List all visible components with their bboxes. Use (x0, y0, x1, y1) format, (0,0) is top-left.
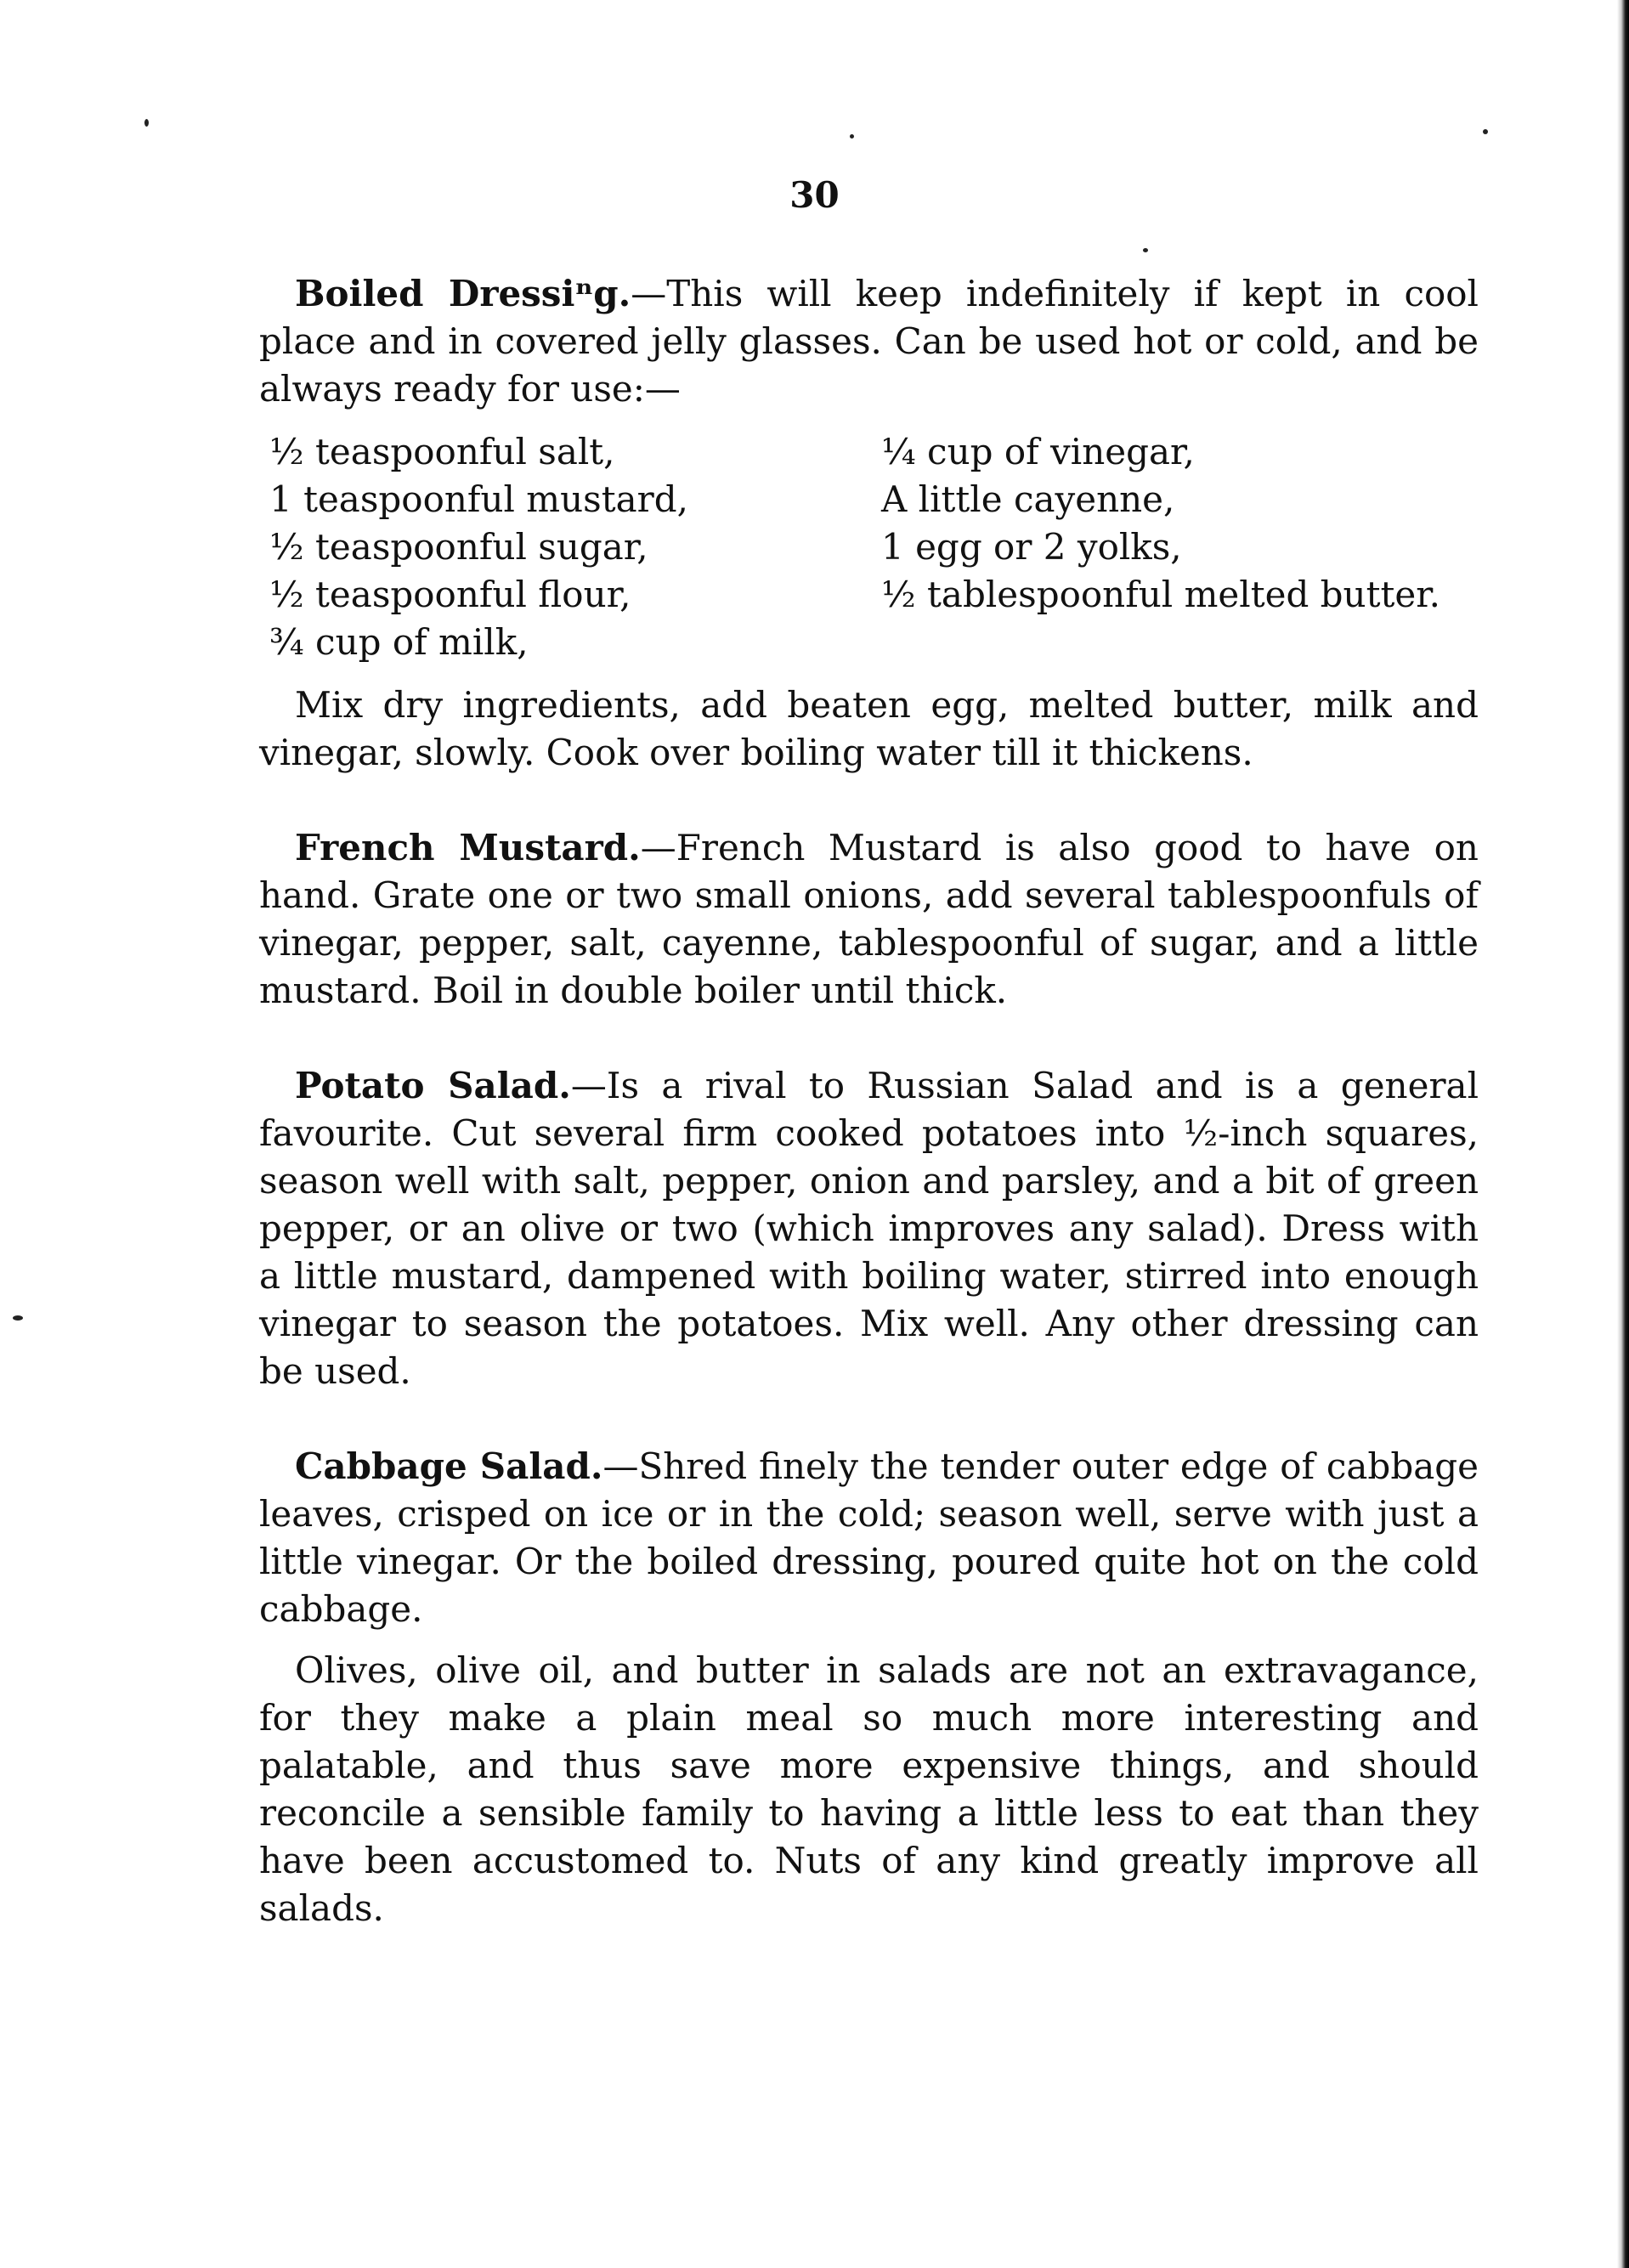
ingredient-item: ½ teaspoonful flour, (269, 574, 631, 615)
potato-salad-paragraph (259, 1062, 1479, 1395)
page-edge-shadow (1617, 0, 1629, 2268)
boiled-dressing-method: Mix dry ingredients, add beaten egg, melted butter, milk and vinegar, slowly. Cook over boiling water till it thickens. (259, 684, 1479, 773)
closing-paragraph: Olives, olive oil, and butter in salads are not an extravagance, for they make a plain meal so much more interesting and palatable, and thus save more expensive things, and should reconcile a sensible family to having a little less to eat than they have been accustomed to. Nuts of any kind greatly improve all salads. (259, 1649, 1479, 1929)
boiled-dressing-intro: —This will keep indefinitely if kept in cool place and in covered jelly glasses. Can be used hot or cold, and be always ready for use:— (259, 273, 1479, 410)
scan-speck (850, 134, 854, 139)
scan-speck (13, 1315, 23, 1321)
boiled-dressing-heading: Boiled Dressiⁿg. (295, 273, 631, 314)
section-gap (259, 777, 1479, 824)
scan-speck (144, 119, 149, 127)
page-text (259, 270, 1479, 1932)
cabbage-salad-body: —Shred finely the tender outer edge of cabbage leaves, crisped on ice or in the cold; season well, serve with just a little vinegar. Or the boiled dressing, poured quite hot on the cold cabbage. (259, 1445, 1479, 1630)
paragraph-gap (259, 1633, 1479, 1647)
ingredient-item: 1 egg or 2 yolks, (881, 526, 1182, 568)
ingredient-column-left (269, 428, 881, 666)
potato-salad-heading: Potato Salad. (295, 1065, 571, 1106)
ingredient-item: ¼ cup of vinegar, (881, 431, 1195, 472)
section-gap (259, 1015, 1479, 1062)
section-gap (259, 1395, 1479, 1443)
ingredient-item: ½ teaspoonful salt, (269, 431, 615, 472)
french-mustard-paragraph (259, 824, 1479, 1015)
ingredient-item: 1 teaspoonful mustard, (269, 478, 688, 520)
cabbage-salad-heading: Cabbage Salad. (295, 1445, 603, 1487)
ingredient-item: A little cayenne, (881, 478, 1175, 520)
ingredient-column-right (881, 428, 1440, 666)
potato-salad-body: —Is a rival to Russian Salad and is a general favourite. Cut several firm cooked potatoes into ½-inch squares, season well with salt, pepper, onion and parsley, and a bit of green pepper, or an olive or two (which improves any salad). Dress with a little mustard, dampened with boiling water, stirred into enough vinegar to season the potatoes. Mix well. Any other dressing can be used. (259, 1065, 1479, 1392)
ingredient-item: ¾ cup of milk, (269, 621, 529, 663)
page-number: 30 (789, 174, 840, 216)
french-mustard-body: —French Mustard is also good to have on hand. Grate one or two small onions, add several tablespoonfuls of vinegar, pepper, salt, cayenne, tablespoonful of sugar, and a little mustard. Boil in double boiler until thick. (259, 827, 1479, 1011)
scan-speck (1483, 129, 1488, 134)
french-mustard-heading: French Mustard. (295, 827, 641, 868)
cabbage-salad-paragraph (259, 1443, 1479, 1633)
boiled-dressing-paragraph (259, 270, 1479, 413)
ingredient-item: ½ tablespoonful melted butter. (881, 574, 1441, 615)
scan-speck (1143, 248, 1148, 252)
ingredient-list (269, 428, 1479, 666)
ingredient-item: ½ teaspoonful sugar, (269, 526, 648, 568)
